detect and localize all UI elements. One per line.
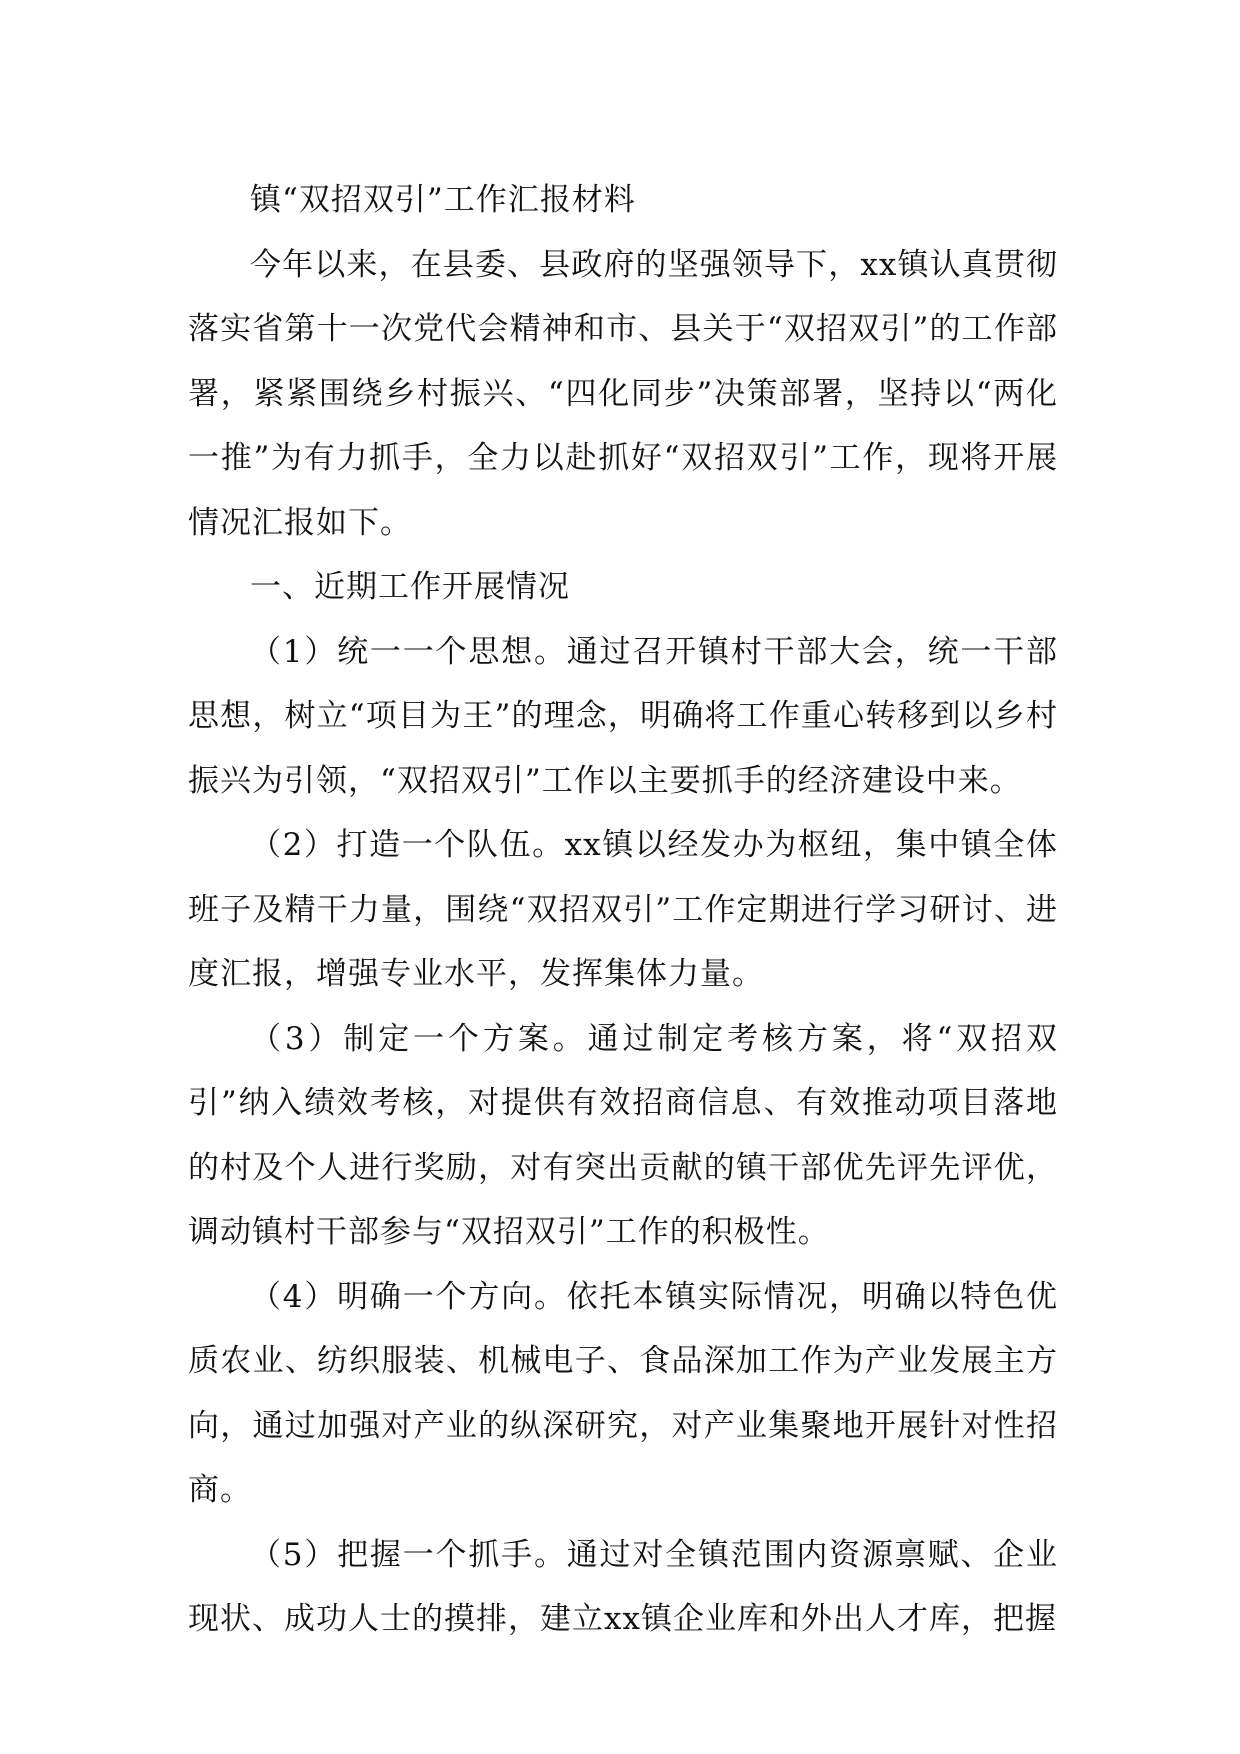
document-title: 镇“双招双引”工作汇报材料 bbox=[250, 182, 636, 218]
section-heading: 一、近期工作开展情况 bbox=[250, 569, 570, 605]
item-paragraph-4: （4）明确一个方向。依托本镇实际情况，明确以特色优质农业、纺织服装、机械电子、食品深加工作为产业发展主方向，通过加强对产业的纵深研究，对产业集聚地开展针对性招商。 bbox=[188, 1278, 1058, 1508]
intro-paragraph: 今年以来，在县委、县政府的坚强领导下，xx镇认真贯彻落实省第十一次党代会精神和市、县关于“双招双引”的工作部署，紧紧围绕乡村振兴、“四化同步”决策部署，坚持以“两化一推”为有力抓手，全力以赴抓好“双招双引”工作，现将开展情况汇报如下。 bbox=[188, 246, 1058, 541]
document-body bbox=[188, 168, 1058, 1652]
item-paragraph-2: （2）打造一个队伍。xx镇以经发办为枢纽，集中镇全体班子及精干力量，围绕“双招双引”工作定期进行学习研讨、进度汇报，增强专业水平，发挥集体力量。 bbox=[188, 827, 1058, 992]
item-paragraph-1: （1）统一一个思想。通过召开镇村干部大会，统一干部思想，树立“项目为王”的理念，明确将工作重心转移到以乡村振兴为引领，“双招双引”工作以主要抓手的经济建设中来。 bbox=[188, 633, 1058, 799]
item-paragraph-3: （3）制定一个方案。通过制定考核方案，将“双招双引”纳入绩效考核，对提供有效招商信息、有效推动项目落地的村及个人进行奖励，对有突出贡献的镇干部优先评先评优，调动镇村干部参与“双招双引”工作的积极性。 bbox=[188, 1020, 1058, 1250]
item-paragraph-5: （5）把握一个抓手。通过对全镇范围内资源禀赋、企业现状、成功人士的摸排，建立xx镇企业库和外出人才库，把握 bbox=[188, 1536, 1058, 1637]
